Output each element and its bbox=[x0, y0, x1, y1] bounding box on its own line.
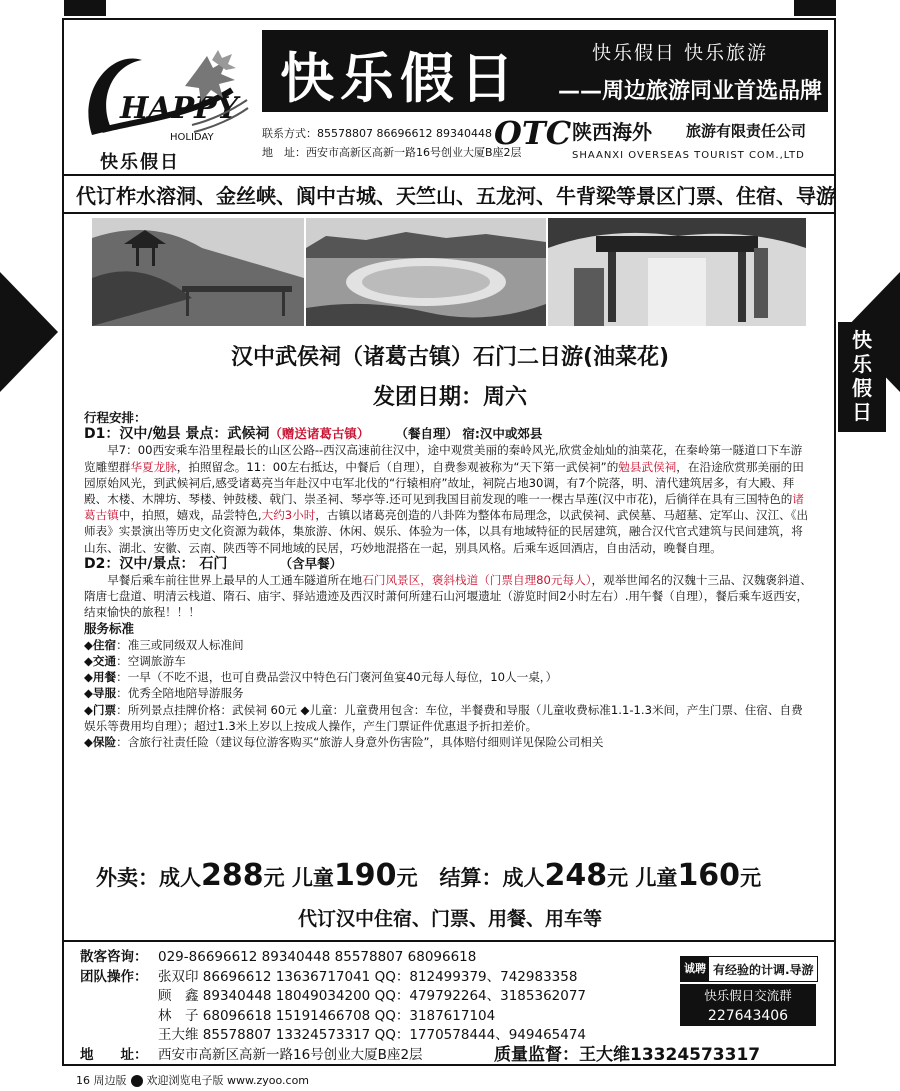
itinerary-heading: 行程安排： bbox=[84, 410, 147, 425]
day2-highlight: 石门风景区，褒斜栈道（门票自理80元每人） bbox=[362, 573, 592, 588]
company-name-suffix: 旅游有限责任公司 bbox=[686, 122, 807, 140]
day1-text-c: ，在沿途欣赏那美丽的田园原始风光，到武候祠后,感受诸葛亮当年赴汉中屯军北伐的“行辕相府”故址，祠院占地30调，有7个院落，明、清代建筑居多，有大殿、拜殿、木楼、木牌坊、琴楼、钟鼓楼、戟门、崇圣祠、琴亭等.还可见到我国目前发现的唯一一棵古旱莲(汉中市花)，后徜徉在具有三国特色的 bbox=[84, 459, 804, 507]
day1-text-d: 中，拍照，嬉戏，品尝特色, bbox=[118, 508, 262, 523]
service-item bbox=[84, 734, 812, 750]
service-text: ：准三或同级双人标准间 bbox=[116, 637, 244, 652]
day1-highlight-1: 华夏龙脉 bbox=[130, 459, 177, 474]
service-text: ：一早（不吃不退，也可自费品尝汉中特色石门褒河鱼宴40元每人每位，10人一桌，） bbox=[116, 670, 558, 685]
divider bbox=[64, 212, 834, 214]
adult-settle-price: 248 bbox=[544, 858, 608, 893]
retail-label: 外卖：成人 bbox=[96, 866, 201, 890]
recruit-text: 有经验的计调.导游 bbox=[713, 963, 814, 977]
contact-phones: 联系方式：85578807 86696612 89340448 bbox=[262, 127, 492, 140]
day1-highlight-3: 诸葛古镇 bbox=[84, 492, 804, 523]
footer-url[interactable]: 欢迎浏览电子版 www.zyoo.com bbox=[146, 1074, 310, 1087]
day1-body bbox=[84, 442, 812, 555]
recruit-box bbox=[680, 956, 818, 982]
divider bbox=[64, 174, 834, 176]
day1-tail: （餐自理） 宿:汉中或郊县 bbox=[395, 426, 543, 442]
photo-pool bbox=[306, 218, 546, 326]
day1-highlight-4: 大约3小时 bbox=[261, 508, 316, 523]
currency-unit: 元 bbox=[607, 866, 629, 890]
staff-contact: 林 子 68096618 15191466708 QQ：3187617104 bbox=[158, 1007, 496, 1024]
consult-row bbox=[80, 948, 586, 968]
divider bbox=[64, 940, 834, 942]
page-footer bbox=[76, 1072, 309, 1088]
company-english: SHAANXI OVERSEAS TOURIST COM.,LTD bbox=[572, 150, 805, 161]
recruit-tag: 诚聘 bbox=[681, 957, 709, 981]
itinerary bbox=[84, 410, 812, 750]
currency-unit: 元 bbox=[740, 866, 762, 890]
service-label: ◆用餐 bbox=[84, 670, 117, 685]
consult-phones: 029-86696612 89340448 85578807 68096618 bbox=[158, 949, 477, 965]
footer-logo-icon bbox=[131, 1075, 143, 1087]
otc-logo: OTC bbox=[494, 114, 572, 152]
corner-mark-tl bbox=[64, 0, 106, 16]
tour-title: 汉中武侯祠（诸葛古镇）石门二日游(油菜花) bbox=[230, 345, 670, 370]
consult-label: 散客咨询： bbox=[80, 949, 148, 965]
currency-unit: 元 bbox=[396, 866, 418, 890]
address-text: 西安市高新区高新一路16号创业大厦B座2层 bbox=[158, 1046, 423, 1063]
staff-contact: 王大维 85578807 13324573317 QQ：1770578444、949465474 bbox=[158, 1027, 587, 1044]
day2-head: D2：汉中/景点： 石门 bbox=[84, 555, 228, 572]
departure-date: 发团日期：周六 bbox=[372, 385, 527, 410]
side-arrow-left bbox=[0, 272, 58, 392]
day1-text-e: ，古镇以诸葛亮创造的八卦阵为整体布局理念，以武侯祠、武侯墓、马超墓、定军山、汉江、《出师表》实景演出等历史文化资源为载体，集旅游、休闲、娱乐、体验为一体，以具有地域特征的民居建筑，融合汉代官式建筑与民间建筑，将山东、湖北、安徽、云南、陕西等不同地域的民居，巧妙地混搭在一起，别具风格。后乘车返回酒店，自由活动，晚餐自理。 bbox=[84, 508, 809, 555]
service-label: ◆门票 bbox=[84, 702, 117, 717]
price-line bbox=[96, 858, 761, 893]
day2-text-b: ，观举世闻名的汉魏十三品、汉魏褒斜道、隋唐七盘道、明清云栈道、隋石、庙宇、驿站遗迹及西汉时萧何所建石山河堰遗址（游览时间2小时左右）.用午餐（自理），餐后乘车返西安，结束愉快的旅程！！！ bbox=[84, 573, 812, 620]
booking-services: 代订汉中住宿、门票、用餐、用车等 bbox=[297, 908, 602, 930]
staff-contact: 顾 鑫 89340448 18049034200 QQ：479792264、3185362077 bbox=[158, 988, 587, 1005]
qq-group-number: 227643406 bbox=[707, 1008, 789, 1024]
settle-label: 结算：成人 bbox=[439, 866, 545, 890]
qq-group-box bbox=[680, 984, 816, 1026]
service-item bbox=[84, 702, 812, 734]
company-name: 陕西海外 bbox=[572, 120, 652, 144]
contact-address: 地 址：西安市高新区高新一路16号创业大厦B座2层 bbox=[262, 146, 522, 159]
service-text: ：优秀全陪地陪导游服务 bbox=[116, 686, 244, 701]
service-text: ：空调旅游车 bbox=[116, 654, 186, 669]
header-contact bbox=[262, 124, 522, 162]
currency-unit: 元 bbox=[263, 866, 285, 890]
logo-chinese: 快乐假日 bbox=[100, 152, 180, 173]
address-label: 地 址： bbox=[80, 1046, 148, 1063]
logo-sub: HOLIDAY bbox=[170, 132, 214, 143]
service-label: ◆住宿 bbox=[84, 637, 117, 652]
header-banner bbox=[262, 30, 828, 112]
team-row bbox=[80, 987, 586, 1007]
day2-heading bbox=[84, 556, 812, 572]
day2-tail: （含早餐） bbox=[279, 555, 343, 571]
day1-text-a: 早7：00西安乘车沿里程最长的山区公路--西汉高速前往汉中，途中观赏美丽的秦岭风光,欣赏金灿灿的油菜花，在秦岭第一隧道口下车游览雕塑群 bbox=[84, 443, 803, 474]
team-row bbox=[80, 968, 586, 988]
service-item bbox=[84, 685, 812, 701]
service-label: ◆交通 bbox=[84, 654, 117, 669]
child-retail-price: 190 bbox=[333, 858, 397, 893]
corner-mark-tr bbox=[794, 0, 836, 16]
adult-retail-price: 288 bbox=[201, 858, 264, 893]
day2-text-a: 早餐后乘车前往世界上最早的人工通车隧道所在地 bbox=[107, 573, 363, 588]
child-label: 儿童 bbox=[291, 866, 334, 890]
service-label: ◆导服 bbox=[84, 686, 117, 701]
qq-group-name: 快乐假日交流群 bbox=[704, 988, 792, 1003]
banner-slogan-1: 快乐假日 快乐旅游 bbox=[592, 42, 769, 64]
photo-gate bbox=[548, 218, 806, 326]
service-text: ：含旅行社责任险（建议每位游客购买“旅游人身意外伤害险”，具体赔付细则详见保险公司相关 bbox=[116, 735, 604, 750]
day1-highlight-2: 勉县武侯祠 bbox=[618, 459, 677, 474]
team-label: 团队操作： bbox=[80, 968, 148, 985]
banner-slogan-2: ——周边旅游同业首选品牌 bbox=[558, 79, 823, 104]
day1-head: D1：汉中/勉县 景点：武候祠 bbox=[84, 426, 270, 443]
agent-services-line: 代订柞水溶洞、金丝峡、阆中古城、天竺山、五龙河、牛背梁等景区门票、住宿、导游 bbox=[76, 184, 836, 208]
child-settle-price: 160 bbox=[677, 858, 741, 893]
service-item bbox=[84, 637, 812, 653]
service-item bbox=[84, 669, 812, 685]
banner-title: 快乐假日 bbox=[280, 46, 520, 110]
photo-pavilion bbox=[92, 218, 304, 326]
staff-contact: 张双印 86696612 13636717041 QQ：812499379、742983358 bbox=[158, 968, 578, 985]
team-row bbox=[80, 1007, 586, 1027]
day2-body bbox=[84, 572, 812, 621]
day1-text-b: ，拍照留念。11：00左右抵达，中餐后（自理），自费参观被称为“天下第一武侯祠”的 bbox=[176, 459, 619, 474]
child-label: 儿童 bbox=[635, 866, 678, 890]
service-text: ：所列景点挂牌价格：武侯祠 60元 ◆儿童：儿童费用包含：车位，半餐费和导服（儿童收费标准1.1-1.3米间，产生门票、住宿、自费娱乐等费用均自理）；超过1.3米上岁以上按成人操作，产生门票证件优惠退予折扣差价。 bbox=[84, 702, 803, 733]
day1-gift: （赠送诸葛古镇） bbox=[269, 426, 370, 442]
page-number: 16 周边版 bbox=[76, 1074, 127, 1087]
side-tab-label: 快 乐 假 日 bbox=[838, 322, 886, 432]
day1-heading bbox=[84, 426, 812, 442]
service-item bbox=[84, 653, 812, 669]
service-heading: 服务标准 bbox=[84, 620, 135, 636]
service-label: ◆保险 bbox=[84, 735, 117, 750]
quality-supervision: 质量监督：王大维13324573317 bbox=[494, 1045, 761, 1065]
logo-text: HAPPY bbox=[120, 91, 239, 126]
